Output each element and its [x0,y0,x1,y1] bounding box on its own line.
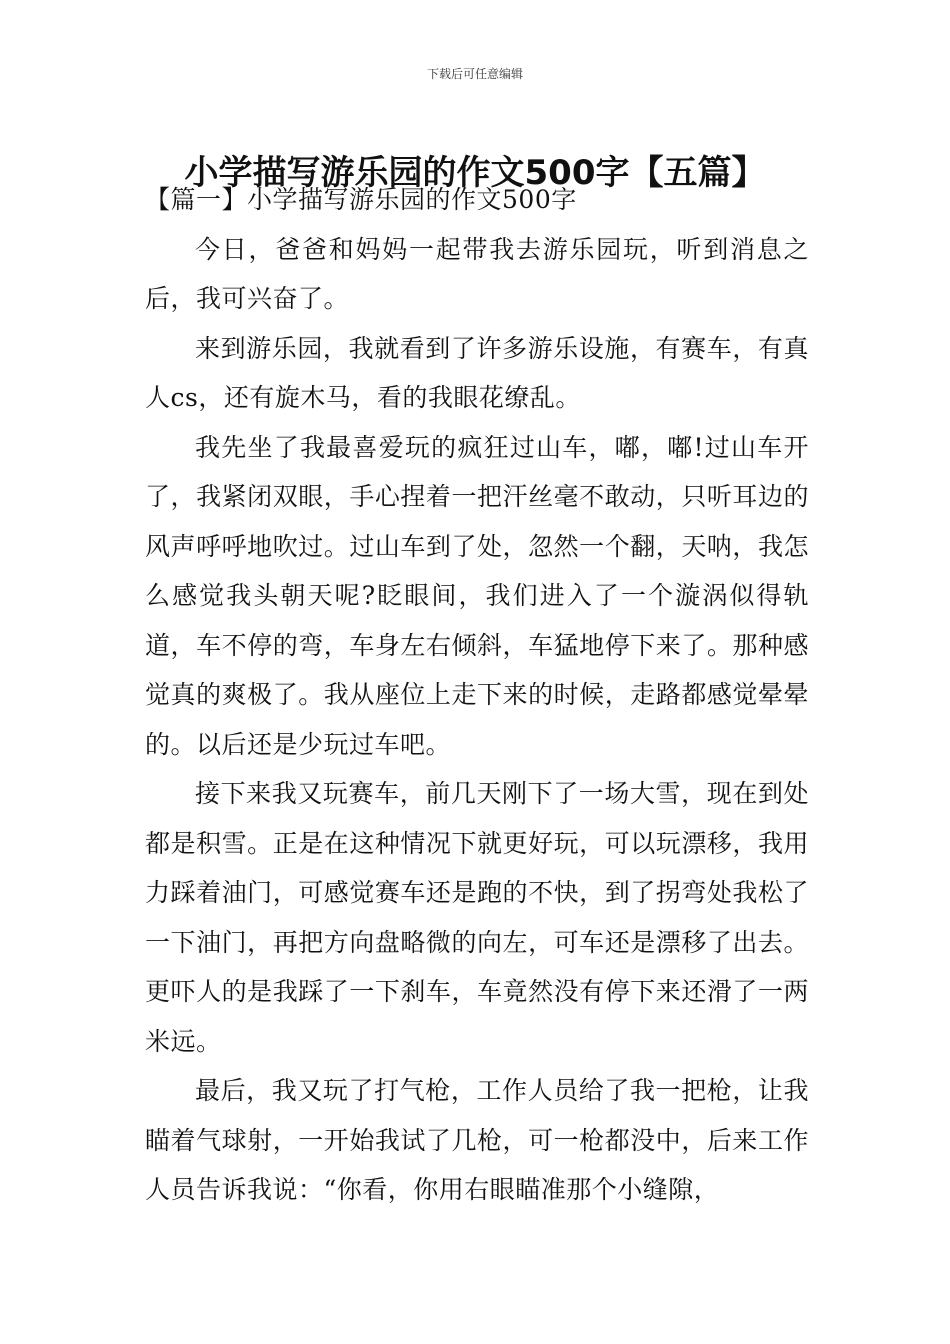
page-header: 下载后可任意编辑 [426,67,523,81]
document-body [145,175,809,1215]
paragraph-1: 今日，爸爸和妈妈一起带我去游乐园玩，听到消息之后，我可兴奋了。 [145,234,809,313]
paragraph-4: 接下来我又玩赛车，前几天刚下了一场大雪，现在到处都是积雪。正是在这种情况下就更好玩，可以玩漂移，我用力踩着油门，可感觉赛车还是跑的不快，到了拐弯处我松了一下油门，再把方向盘略微的向左，可车还是漂移了出去。更吓人的是我踩了一下刹车，车竟然没有停下来还滑了一两米远。 [145,779,809,1056]
paragraph-2: 来到游乐园，我就看到了许多游乐设施，有赛车，有真人cs，还有旋木马，看的我眼花缭乱。 [145,333,809,412]
paragraph-5: 最后，我又玩了打气枪，工作人员给了我一把枪，让我瞄着气球射，一开始我试了几枪，可一枪都没中，后来工作人员告诉我说：“你看，你用右眼瞄准那个小缝隙， [145,1076,809,1204]
paragraph-3: 我先坐了我最喜爱玩的疯狂过山车，嘟，嘟!过山车开了，我紧闭双眼，手心捏着一把汗丝毫不敢动，只听耳边的风声呼呼地吹过。过山车到了处，忽然一个翻，天呐，我怎么感觉我头朝天呢?眨眼间，我们进入了一个漩涡似得轨道，车不停的弯，车身左右倾斜，车猛地停下来了。那种感觉真的爽极了。我从座位上走下来的时候，走路都感觉晕晕的。以后还是少玩过车吧。 [145,432,809,759]
document-title: 小学描写游乐园的作文500字【五篇】 [184,152,766,193]
section-heading: 【篇一】小学描写游乐园的作文500字 [145,185,577,214]
